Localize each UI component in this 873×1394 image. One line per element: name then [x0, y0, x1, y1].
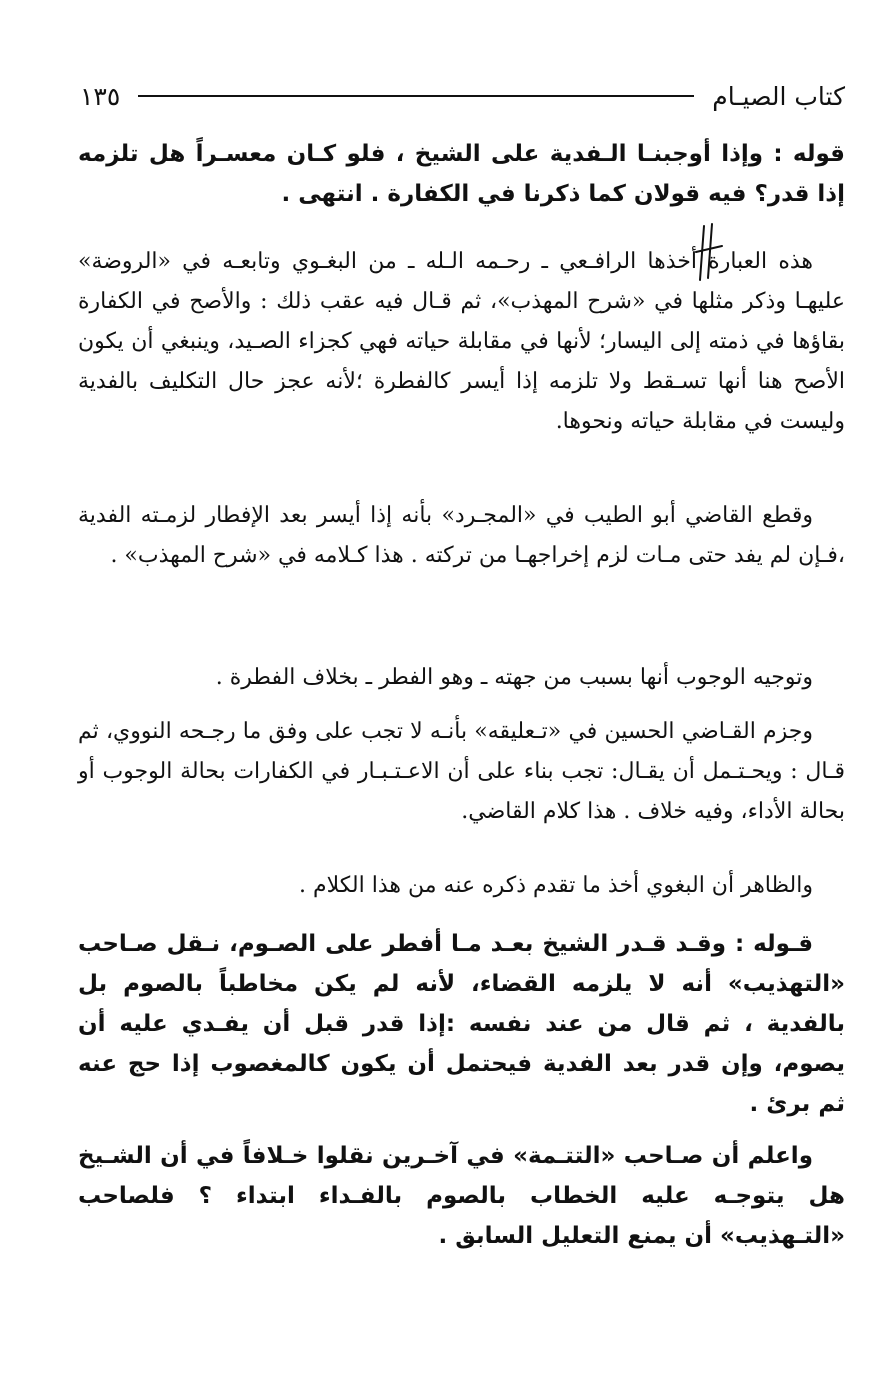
paragraph-commentary-4: [78, 712, 845, 832]
paragraph-quote-1: [78, 134, 845, 214]
paragraph-text: قوله : وإذا أوجبنـا الـفدية على الشيخ ، فلو كـان معسـراً هل تلزمه إذا قدر؟ فيه قولان كما ذكرنا في الكفارة . انتهى .: [78, 141, 845, 207]
book-section-title: كتاب الصيـام: [712, 81, 845, 111]
paragraph-text: هذه العبارة أخذها الرافـعي ـ رحـمه الـله ـ من البغـوي وتابعـه في «الروضة» عليهـا وذكر مثلها في «شرح المهذب»، ثم قـال فيه عقب ذلك : والأصح في الكفارة بقاؤها في ذمته إلى اليسار؛ لأنها في مقابلة حياته فهي كجزاء الصـيد، وينبغي أن يكون الأصح هنا أنها تسـقط ولا تلزمه إذا أيسر كالفطرة ؛لأنه عجز حال التكليف بالفدية وليست في مقابلة حياته ونحوها.: [78, 249, 845, 434]
paragraph-text: قـوله : وقـد قـدر الشيخ بعـد مـا أفطر على الصـوم، نـقل صـاحب «التهذيب» أنه لا يلزمه القضاء، لأنه لم يكن مخاطباً بالصوم بل بالفدية ، ثم قال من عند نفسه :إذا قدر قبل أن يفـدي عليه أن يصوم، وإن قدر بعد الفدية فيحتمل أن يكون كالمغصوب إذا حج عنه ثم برئ .: [78, 931, 845, 1117]
paragraph-text: واعلم أن صـاحب «التتـمة» في آخـرين نقلوا خـلافاً في أن الشـيخ هل يتوجـه عليه الخطاب بالصوم بالفـداء ابتداء ؟ فلصاحب «التـهذيب» أن يمنع التعليل السابق .: [78, 1143, 845, 1249]
paragraph-commentary-5: [78, 866, 845, 906]
paragraph-text: وتوجيه الوجوب أنها بسبب من جهته ـ وهو الفطر ـ بخلاف الفطرة .: [215, 665, 813, 690]
paragraph-commentary-3: [78, 658, 845, 698]
handwritten-pen-mark: [690, 222, 730, 282]
paragraph-quote-2: [78, 924, 845, 1124]
page-number: ١٣٥: [80, 81, 121, 111]
paragraph-quote-3: [78, 1136, 845, 1256]
paragraph-text: وقطع القاضي أبو الطيب في «المجـرد» بأنه إذا أيسر بعد الإفطار لزمـته الفدية ،فـإن لم يفد حتى مـات لزم إخراجهـا من تركته . هذا كـلامه في «شرح المهذب» .: [78, 503, 845, 568]
paragraph-text: والظاهر أن البغوي أخذ ما تقدم ذكره عنه من هذا الكلام .: [299, 873, 813, 898]
header-divider: [138, 95, 694, 97]
page-header: [80, 78, 845, 114]
paragraph-text: وجزم القـاضي الحسين في «تـعليقه» بأنـه لا تجب على وفق ما رجـحه النووي، ثم قـال : ويحـتـمل أن يقـال: تجب بناء على أن الاعـتـبـار في الكفارات بحالة الوجوب أو بحالة الأداء، وفيه خلاف . هذا كلام القاضي.: [78, 719, 845, 824]
paragraph-commentary-2: [78, 496, 845, 576]
